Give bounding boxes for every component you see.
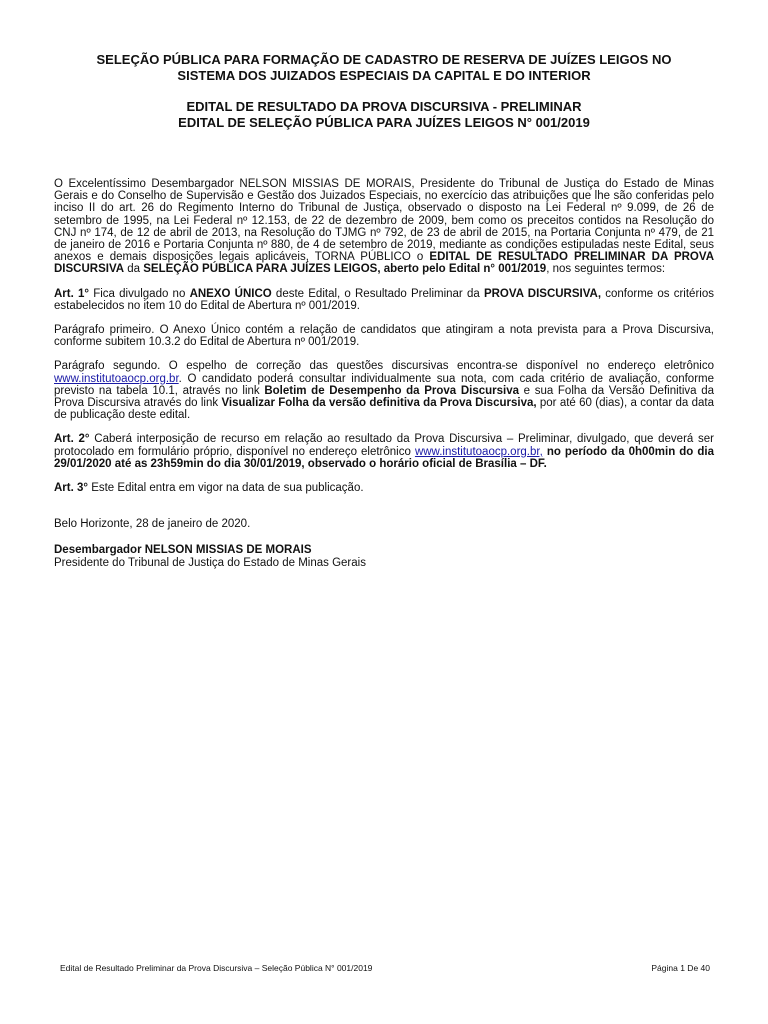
paragraph-second-text-1: Parágrafo segundo. O espelho de correção das questões discursivas encontra-se disponível no endereço eletrônico	[54, 360, 714, 373]
article-1-text-2: deste Edital, o Resultado Preliminar da	[271, 287, 484, 300]
document-page	[54, 52, 714, 570]
subtitle-line-2: EDITAL DE SELEÇÃO PÚBLICA PARA JUÍZES LEIGOS N° 001/2019	[178, 115, 590, 130]
main-title-line-1: SELEÇÃO PÚBLICA PARA FORMAÇÃO DE CADASTRO DE RESERVA DE JUÍZES LEIGOS NO	[96, 52, 672, 67]
main-title-line-2: SISTEMA DOS JUIZADOS ESPECIAIS DA CAPITAL E DO INTERIOR	[177, 68, 591, 83]
paragraph-first: Parágrafo primeiro. O Anexo Único contém a relação de candidatos que atingiram a nota prevista para a Prova Discursiva, conforme subitem 10.3.2 do Edital de Abertura nº 001/2019.	[54, 324, 714, 349]
article-1	[54, 288, 714, 312]
institutoaocp-link-2[interactable]: www.institutoaocp.org.br,	[414, 445, 543, 458]
visualizar-folha-link-text: Visualizar Folha da versão definitiva da Prova Discursiva,	[221, 397, 537, 410]
article-1-text-1: Fica divulgado no	[89, 287, 190, 300]
signature-block	[54, 544, 714, 570]
article-2-text-1: Caberá interposição de recurso em relação ao resultado da Prova Discursiva – Preliminar, divulgado, que deverá ser protocolado em formulário próprio, disponível no endereço eletrônico	[54, 433, 714, 458]
document-body	[54, 178, 714, 494]
article-3	[54, 482, 714, 494]
signer-role: Presidente do Tribunal de Justiça do Estado de Minas Gerais	[54, 557, 366, 570]
boletim-link-text: Boletim de Desempenho da Prova Discursiva	[264, 384, 519, 397]
article-3-text: Este Edital entra em vigor na data de sua publicação.	[88, 482, 364, 495]
intro-paragraph	[54, 178, 714, 276]
subtitle-line-1: EDITAL DE RESULTADO DA PROVA DISCURSIVA - PRELIMINAR	[186, 99, 582, 114]
page-footer	[60, 963, 710, 973]
intro-text: O Excelentíssimo Desembargador NELSON MISSIAS DE MORAIS, Presidente do Tribunal de Justiça do Estado de Minas Gerais e do Conselho de Supervisão e Gestão dos Juizados Especiais, no exercício das atribuições que lhe são conferidas pelo inciso II do art. 26 do Regimento Interno do Tribunal de Justiça, observado o disposto na Lei Federal nº 9.099, de 26 de setembro de 1995, na Lei Federal nº 12.153, de 22 de dezembro de 2009, bem como os preceitos contidos na Resolução do CNJ nº 174, de 12 de abril de 2013, na Resolução do TJMG nº 792, de 23 de abril de 2015, na Portaria Conjunta nº 479, de 21 de janeiro de 2016 e Portaria Conjunta nº 880, de 4 de setembro de 2019, mediante as condições estipuladas neste Edital, seus anexos e demais disposições legais aplicáveis, TORNA PÚBLICO o	[54, 178, 714, 264]
article-2	[54, 433, 714, 470]
article-2-label: Art. 2°	[54, 433, 90, 446]
intro-bold-edital: EDITAL DE RESULTADO PRELIMINAR DA PROVA DISCURSIVA	[54, 251, 714, 276]
intro-bold-selecao: SELEÇÃO PÚBLICA PARA JUÍZES LEIGOS, aberto pelo Edital n° 001/2019	[143, 263, 547, 276]
signer-name: Desembargador NELSON MISSIAS DE MORAIS	[54, 544, 312, 557]
article-1-text-3: conforme os critérios estabelecidos no item 10 do Edital de Abertura nº 001/2019.	[54, 287, 714, 312]
paragraph-second-text-3: e sua Folha da Versão Definitiva da Prova Discursiva através do link	[54, 384, 714, 410]
article-1-label: Art. 1°	[54, 287, 89, 300]
document-header	[54, 52, 714, 131]
footer-page-number: Página 1 De 40	[651, 963, 710, 973]
intro-tail: , nos seguintes termos:	[546, 263, 666, 276]
footer-left: Edital de Resultado Preliminar da Prova Discursiva – Seleção Pública N° 001/2019	[60, 963, 373, 973]
intro-mid: da	[124, 263, 144, 276]
article-1-bold-prova: PROVA DISCURSIVA,	[483, 287, 602, 300]
article-2-bold-period: no período da 0h00min do dia 29/01/2020 até as 23h59min do dia 30/01/2019, observado o horário oficial de Brasília – DF.	[54, 445, 714, 470]
city-date: Belo Horizonte, 28 de janeiro de 2020.	[54, 518, 251, 531]
article-1-bold-anexo: ANEXO ÚNICO	[189, 287, 272, 300]
paragraph-second-text-2: . O candidato poderá consultar individualmente sua nota, com cada critério de avaliação, conforme previsto na tabela 10.1, através no link	[54, 372, 714, 397]
paragraph-second-text-4: por até 60 (dias), a contar da data de publicação deste edital.	[54, 397, 714, 422]
article-3-label: Art. 3°	[54, 482, 88, 495]
paragraph-second	[54, 360, 714, 421]
institutoaocp-link[interactable]: www.institutoaocp.org.br	[54, 372, 179, 385]
